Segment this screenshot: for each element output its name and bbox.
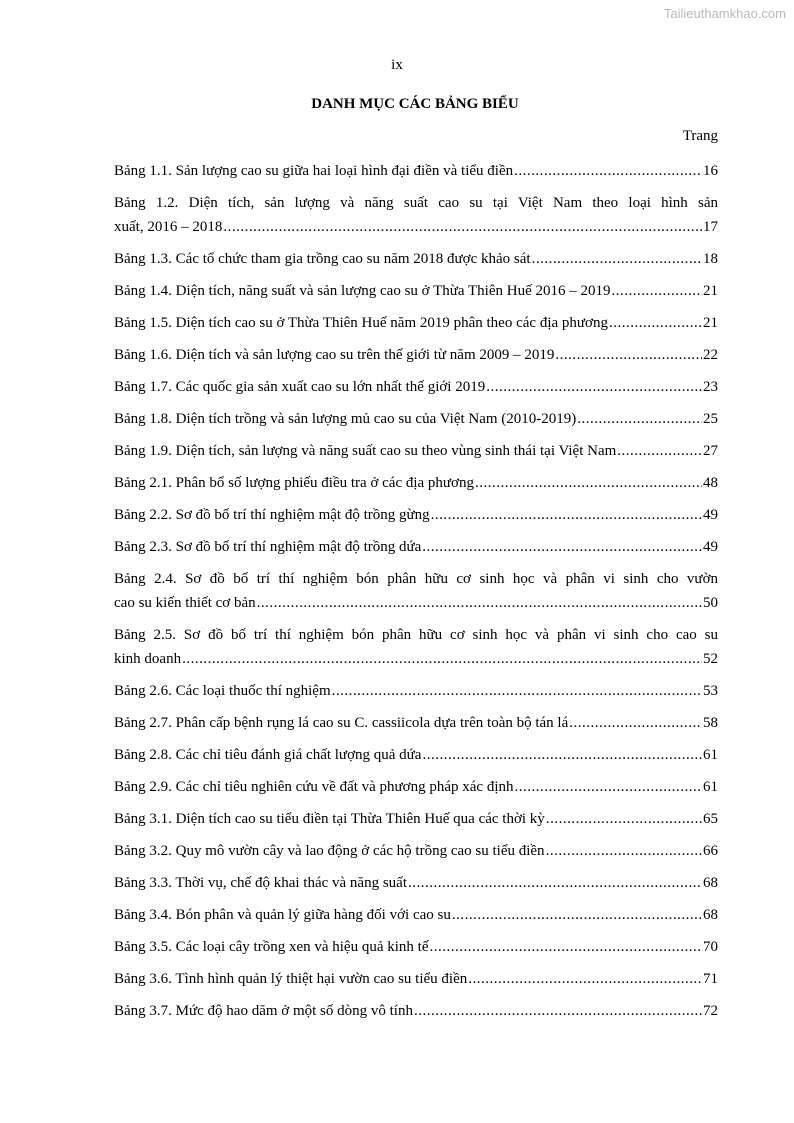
dot-leader	[617, 439, 702, 463]
toc-entry[interactable]	[114, 775, 718, 807]
toc-entry-title: Bảng 2.3. Sơ đồ bố trí thí nghiệm mật độ trồng dứa	[114, 539, 422, 555]
toc-entry[interactable]	[114, 407, 718, 439]
toc-entry-title: Bảng 3.5. Các loại cây trồng xen và hiệu quả kinh tế	[114, 939, 429, 955]
toc-entry-page: 21	[703, 315, 718, 331]
toc-entry-title: Bảng 3.1. Diện tích cao su tiểu điền tại Thừa Thiên Huế qua các thời kỳ	[114, 811, 545, 827]
toc-entry[interactable]	[114, 191, 718, 247]
toc-entry[interactable]	[114, 567, 718, 623]
toc-entry-page: 22	[703, 347, 718, 363]
dot-leader	[430, 935, 703, 959]
toc-entry-page: 58	[703, 715, 718, 731]
toc-entry-page: 70	[703, 939, 718, 955]
dot-leader	[422, 535, 702, 559]
toc-entry-title: Bảng 3.4. Bón phân và quản lý giữa hàng đối với cao su	[114, 907, 451, 923]
toc-entry-page: 61	[703, 779, 718, 795]
dot-leader	[555, 343, 702, 367]
toc-entry[interactable]	[114, 343, 718, 375]
dot-leader	[431, 503, 702, 527]
toc-entry-title: Bảng 3.7. Mức độ hao dăm ở một số dòng vô tính	[114, 1003, 413, 1019]
toc-entry-first-line: Bảng 2.4. Sơ đồ bố trí thí nghiệm bón phân hữu cơ sinh học và phân vi sinh cho vườn	[114, 571, 718, 587]
toc-entry[interactable]	[114, 807, 718, 839]
dot-leader	[546, 839, 702, 863]
dot-leader	[609, 311, 702, 335]
watermark: Tailieuthamkhao.com	[663, 6, 786, 21]
dot-leader	[515, 775, 702, 799]
toc-entry[interactable]	[114, 623, 718, 679]
dot-leader	[414, 999, 702, 1023]
toc-entry-title: Bảng 1.8. Diện tích trồng và sản lượng mủ cao su của Việt Nam (2010-2019)	[114, 411, 577, 427]
page-column-label: Trang	[682, 128, 718, 144]
toc-entry-page: 49	[703, 539, 718, 555]
toc-entry[interactable]	[114, 471, 718, 503]
toc-entry-title: xuất, 2016 – 2018	[114, 219, 223, 235]
dot-leader	[332, 679, 702, 703]
toc-entry-title: Bảng 3.6. Tình hình quản lý thiệt hại vườn cao su tiểu điền	[114, 971, 468, 987]
dot-leader	[182, 647, 702, 671]
dot-leader	[257, 591, 702, 615]
toc-entry[interactable]	[114, 439, 718, 471]
toc-entry-title: Bảng 1.6. Diện tích và sản lượng cao su trên thế giới từ năm 2009 – 2019	[114, 347, 555, 363]
toc-entry[interactable]	[114, 871, 718, 903]
toc-entry-page: 53	[703, 683, 718, 699]
toc-entry-first-line: Bảng 1.2. Diện tích, sản lượng và năng suất cao su tại Việt Nam theo loại hình sản	[114, 195, 718, 211]
toc-entry-page: 23	[703, 379, 718, 395]
dot-leader	[452, 903, 702, 927]
dot-leader	[514, 159, 702, 183]
toc-entry-page: 65	[703, 811, 718, 827]
toc-entry-page: 68	[703, 907, 718, 923]
toc-entry-title: kinh doanh	[114, 651, 182, 667]
dot-leader	[546, 807, 702, 831]
table-list	[114, 159, 718, 1031]
toc-entry-title: Bảng 1.3. Các tổ chức tham gia trồng cao su năm 2018 được khảo sát	[114, 251, 531, 267]
dot-leader	[532, 247, 702, 271]
toc-entry[interactable]	[114, 503, 718, 535]
toc-entry-first-line: Bảng 2.5. Sơ đồ bố trí thí nghiệm bón phân hữu cơ sinh học và phân vi sinh cho cao su	[114, 627, 718, 643]
toc-entry-page: 66	[703, 843, 718, 859]
toc-entry[interactable]	[114, 247, 718, 279]
toc-entry-page: 27	[703, 443, 718, 459]
toc-entry-title: Bảng 3.2. Quy mô vườn cây và lao động ở các hộ trồng cao su tiểu điền	[114, 843, 545, 859]
toc-entry-title: Bảng 2.9. Các chỉ tiêu nghiên cứu về đất và phương pháp xác định	[114, 779, 514, 795]
toc-entry-title: Bảng 1.1. Sản lượng cao su giữa hai loại hình đại điền và tiểu điền	[114, 163, 514, 179]
toc-entry-page: 17	[703, 219, 718, 235]
toc-entry-title: Bảng 2.6. Các loại thuốc thí nghiệm	[114, 683, 331, 699]
toc-entry-page: 68	[703, 875, 718, 891]
toc-entry-title: Bảng 1.7. Các quốc gia sản xuất cao su lớn nhất thế giới 2019	[114, 379, 486, 395]
toc-entry[interactable]	[114, 375, 718, 407]
toc-entry-page: 25	[703, 411, 718, 427]
dot-leader	[569, 711, 702, 735]
toc-entry[interactable]	[114, 967, 718, 999]
toc-entry-title: Bảng 2.8. Các chỉ tiêu đánh giá chất lượng quả dứa	[114, 747, 422, 763]
toc-entry-page: 18	[703, 251, 718, 267]
dot-leader	[612, 279, 703, 303]
toc-entry-title: Bảng 1.9. Diện tích, sản lượng và năng suất cao su theo vùng sinh thái tại Việt Nam	[114, 443, 617, 459]
toc-entry[interactable]	[114, 711, 718, 743]
toc-entry[interactable]	[114, 535, 718, 567]
toc-entry-page: 72	[703, 1003, 718, 1019]
toc-entry-title: Bảng 1.4. Diện tích, năng suất và sản lượng cao su ở Thừa Thiên Huế 2016 – 2019	[114, 283, 611, 299]
dot-leader	[486, 375, 702, 399]
dot-leader	[475, 471, 702, 495]
toc-entry-title: Bảng 2.7. Phân cấp bệnh rụng lá cao su C. cassiicola dựa trên toàn bộ tán lá	[114, 715, 569, 731]
dot-leader	[577, 407, 702, 431]
toc-entry-page: 16	[703, 163, 718, 179]
toc-entry-title: Bảng 2.1. Phân bổ số lượng phiếu điều tra ở các địa phương	[114, 475, 474, 491]
dot-leader	[422, 743, 702, 767]
toc-entry[interactable]	[114, 743, 718, 775]
dot-leader	[468, 967, 702, 991]
toc-entry-page: 50	[703, 595, 718, 611]
toc-entry-title: Bảng 2.2. Sơ đồ bố trí thí nghiệm mật độ trồng gừng	[114, 507, 430, 523]
toc-entry[interactable]	[114, 903, 718, 935]
page-title: DANH MỤC CÁC BẢNG BIỂU	[311, 96, 519, 112]
toc-entry-page: 49	[703, 507, 718, 523]
page-number: ix	[391, 57, 403, 73]
toc-entry-title: cao su kiến thiết cơ bản	[114, 595, 256, 611]
dot-leader	[223, 215, 702, 239]
toc-entry[interactable]	[114, 999, 718, 1031]
toc-entry[interactable]	[114, 935, 718, 967]
toc-entry[interactable]	[114, 839, 718, 871]
toc-entry-page: 71	[703, 971, 718, 987]
toc-entry-title: Bảng 3.3. Thời vụ, chế độ khai thác và năng suất	[114, 875, 408, 891]
toc-entry-page: 61	[703, 747, 718, 763]
toc-entry-page: 52	[703, 651, 718, 667]
toc-entry[interactable]	[114, 311, 718, 343]
toc-entry[interactable]	[114, 159, 718, 191]
toc-entry[interactable]	[114, 679, 718, 711]
toc-entry[interactable]	[114, 279, 718, 311]
toc-entry-title: Bảng 1.5. Diện tích cao su ở Thừa Thiên Huế năm 2019 phân theo các địa phương	[114, 315, 608, 331]
toc-entry-page: 21	[703, 283, 718, 299]
dot-leader	[408, 871, 702, 895]
toc-entry-page: 48	[703, 475, 718, 491]
